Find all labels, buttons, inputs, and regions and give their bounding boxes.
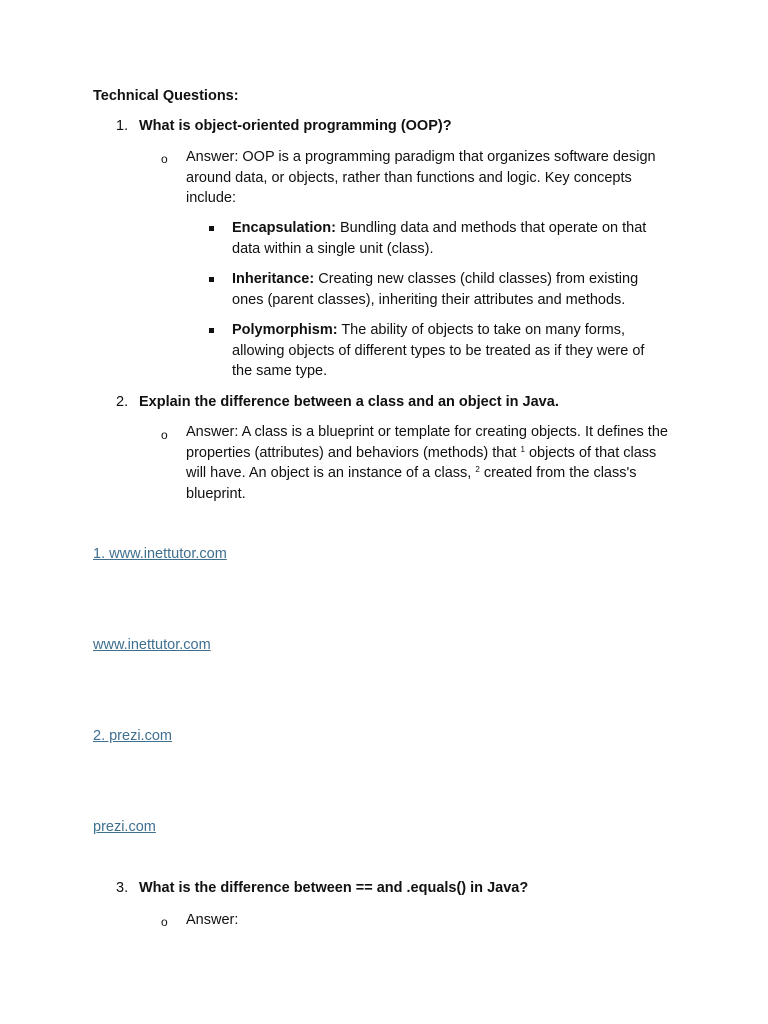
question-1-text: What is object-oriented programming (OOP)?	[139, 118, 452, 134]
question-3-number: 3.	[116, 880, 129, 896]
section-heading: Technical Questions:	[93, 88, 239, 104]
answer-2-part1: Answer: A class is a blueprint or template for creating objects. It defines the properties (attributes) and behaviors (methods) that	[186, 424, 668, 461]
concept-1-term: Encapsulation:	[232, 220, 336, 236]
footnote-ref-2[interactable]: 2	[475, 465, 480, 474]
answer-1-bullet: o	[161, 152, 168, 166]
source-link-1[interactable]: 1. www.inettutor.com	[93, 546, 227, 562]
question-1-number: 1.	[116, 118, 129, 134]
answer-2-part3: created from the class's blueprint.	[186, 465, 637, 502]
concept-2-term: Inheritance:	[232, 271, 315, 287]
answer-2-part2: objects of that class will have. An object is an instance of a class,	[186, 444, 657, 481]
concept-polymorphism	[232, 320, 668, 382]
concept-1-bullet	[209, 226, 214, 231]
footnote-ref-1[interactable]: 1	[520, 444, 525, 454]
source-link-2-url[interactable]: prezi.com	[93, 819, 156, 835]
concept-2-desc: Creating new classes (child classes) from existing ones (parent classes), inheriting their attributes and methods.	[232, 271, 639, 308]
concept-inheritance	[232, 269, 668, 310]
answer-1-text: Answer: OOP is a programming paradigm that organizes software design around data, or objects, rather than functions and logic. Key concepts include:	[186, 149, 656, 206]
answer-3-bullet: o	[161, 915, 168, 929]
question-2-text: Explain the difference between a class and an object in Java.	[139, 394, 559, 410]
concept-3-term: Polymorphism:	[232, 322, 338, 338]
concept-encapsulation	[232, 218, 668, 259]
concept-3-desc: The ability of objects to take on many forms, allowing objects of different types to be treated as if they were of the same type.	[232, 322, 645, 379]
source-link-1-url[interactable]: www.inettutor.com	[93, 637, 211, 653]
question-2-number: 2.	[116, 394, 129, 410]
question-3-text: What is the difference between == and .equals() in Java?	[139, 880, 529, 896]
answer-2-text	[186, 422, 668, 504]
source-link-2[interactable]: 2. prezi.com	[93, 728, 172, 744]
concept-3-bullet	[209, 328, 214, 333]
concept-2-bullet	[209, 277, 214, 282]
answer-2-bullet: o	[161, 428, 168, 442]
concept-1-desc: Bundling data and methods that operate on that data within a single unit (class).	[232, 220, 647, 257]
answer-3-text: Answer:	[186, 912, 239, 928]
